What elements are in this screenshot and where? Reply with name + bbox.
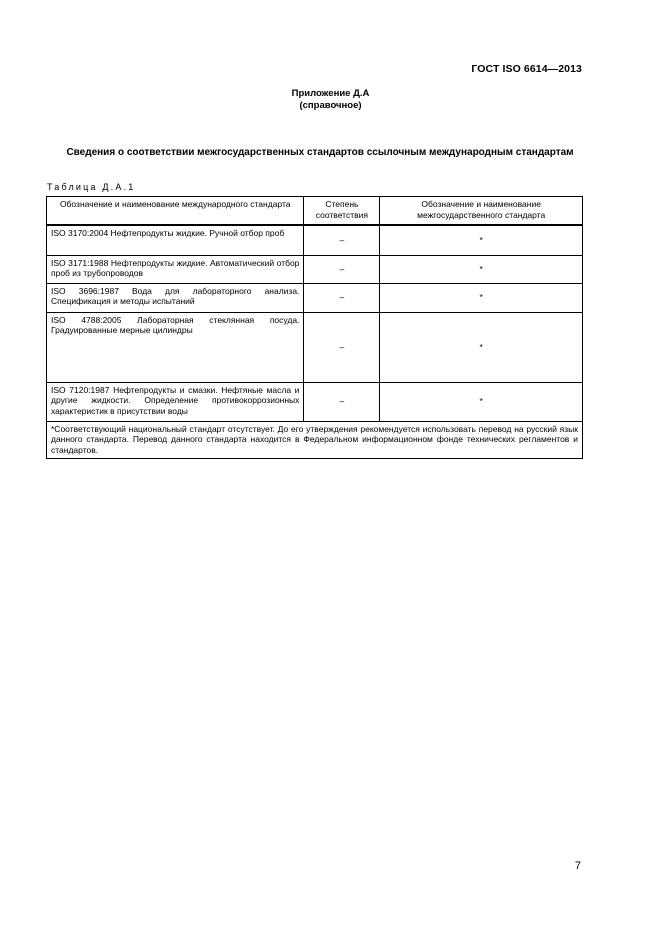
international-standard-cell: ISO 4788:2005 Лабораторная стеклянная посуда. Градуированные мерные цилиндры <box>47 312 304 382</box>
table-row <box>47 312 583 382</box>
standards-table <box>46 196 583 459</box>
table-row <box>47 255 583 283</box>
international-standard-cell: ISO 7120:1987 Нефтепродукты и смазки. Нефтяные масла и другие жидкости. Определение противокоррозионных характеристик в присутствии воды <box>47 382 304 421</box>
table-header-row <box>47 197 583 226</box>
document-code: ГОСТ ISO 6614—2013 <box>471 63 582 75</box>
degree-cell: – <box>304 382 380 421</box>
table-row <box>47 225 583 255</box>
column-header-national: Обозначение и наименование межгосударственного стандарта <box>380 197 583 226</box>
table-footnote-row <box>47 421 583 459</box>
table-caption: Таблица Д.А.1 <box>47 182 136 192</box>
degree-cell: – <box>304 225 380 255</box>
international-standard-cell: ISO 3170:2004 Нефтепродукты жидкие. Ручной отбор проб <box>47 225 304 255</box>
degree-cell: – <box>304 312 380 382</box>
national-standard-cell: * <box>380 283 583 312</box>
table-row <box>47 382 583 421</box>
international-standard-cell: ISO 3171:1988 Нефтепродукты жидкие. Автоматический отбор проб из трубопроводов <box>47 255 304 283</box>
column-header-international: Обозначение и наименование международного стандарта <box>47 197 304 226</box>
national-standard-cell: * <box>380 255 583 283</box>
table-footnote: *Соответствующий национальный стандарт отсутствует. До его утверждения рекомендуется использовать перевод на русский язык данного стандарта. Перевод данного стандарта находится в Федеральном информационном фонде технических регламентов и стандартов. <box>47 421 583 459</box>
annex-heading <box>0 88 661 112</box>
international-standard-cell: ISO 3696:1987 Вода для лабораторного анализа. Спецификация и методы испытаний <box>47 283 304 312</box>
degree-cell: – <box>304 283 380 312</box>
national-standard-cell: * <box>380 312 583 382</box>
national-standard-cell: * <box>380 225 583 255</box>
degree-cell: – <box>304 255 380 283</box>
annex-title: Приложение Д.А <box>291 88 370 99</box>
page-number: 7 <box>574 860 581 872</box>
national-standard-cell: * <box>380 382 583 421</box>
column-header-degree: Степень соответствия <box>304 197 380 226</box>
table-row <box>47 283 583 312</box>
section-title: Сведения о соответствии межгосударственных стандартов ссылочным международным стандартам <box>66 147 574 158</box>
annex-subtitle: (справочное) <box>299 100 362 111</box>
